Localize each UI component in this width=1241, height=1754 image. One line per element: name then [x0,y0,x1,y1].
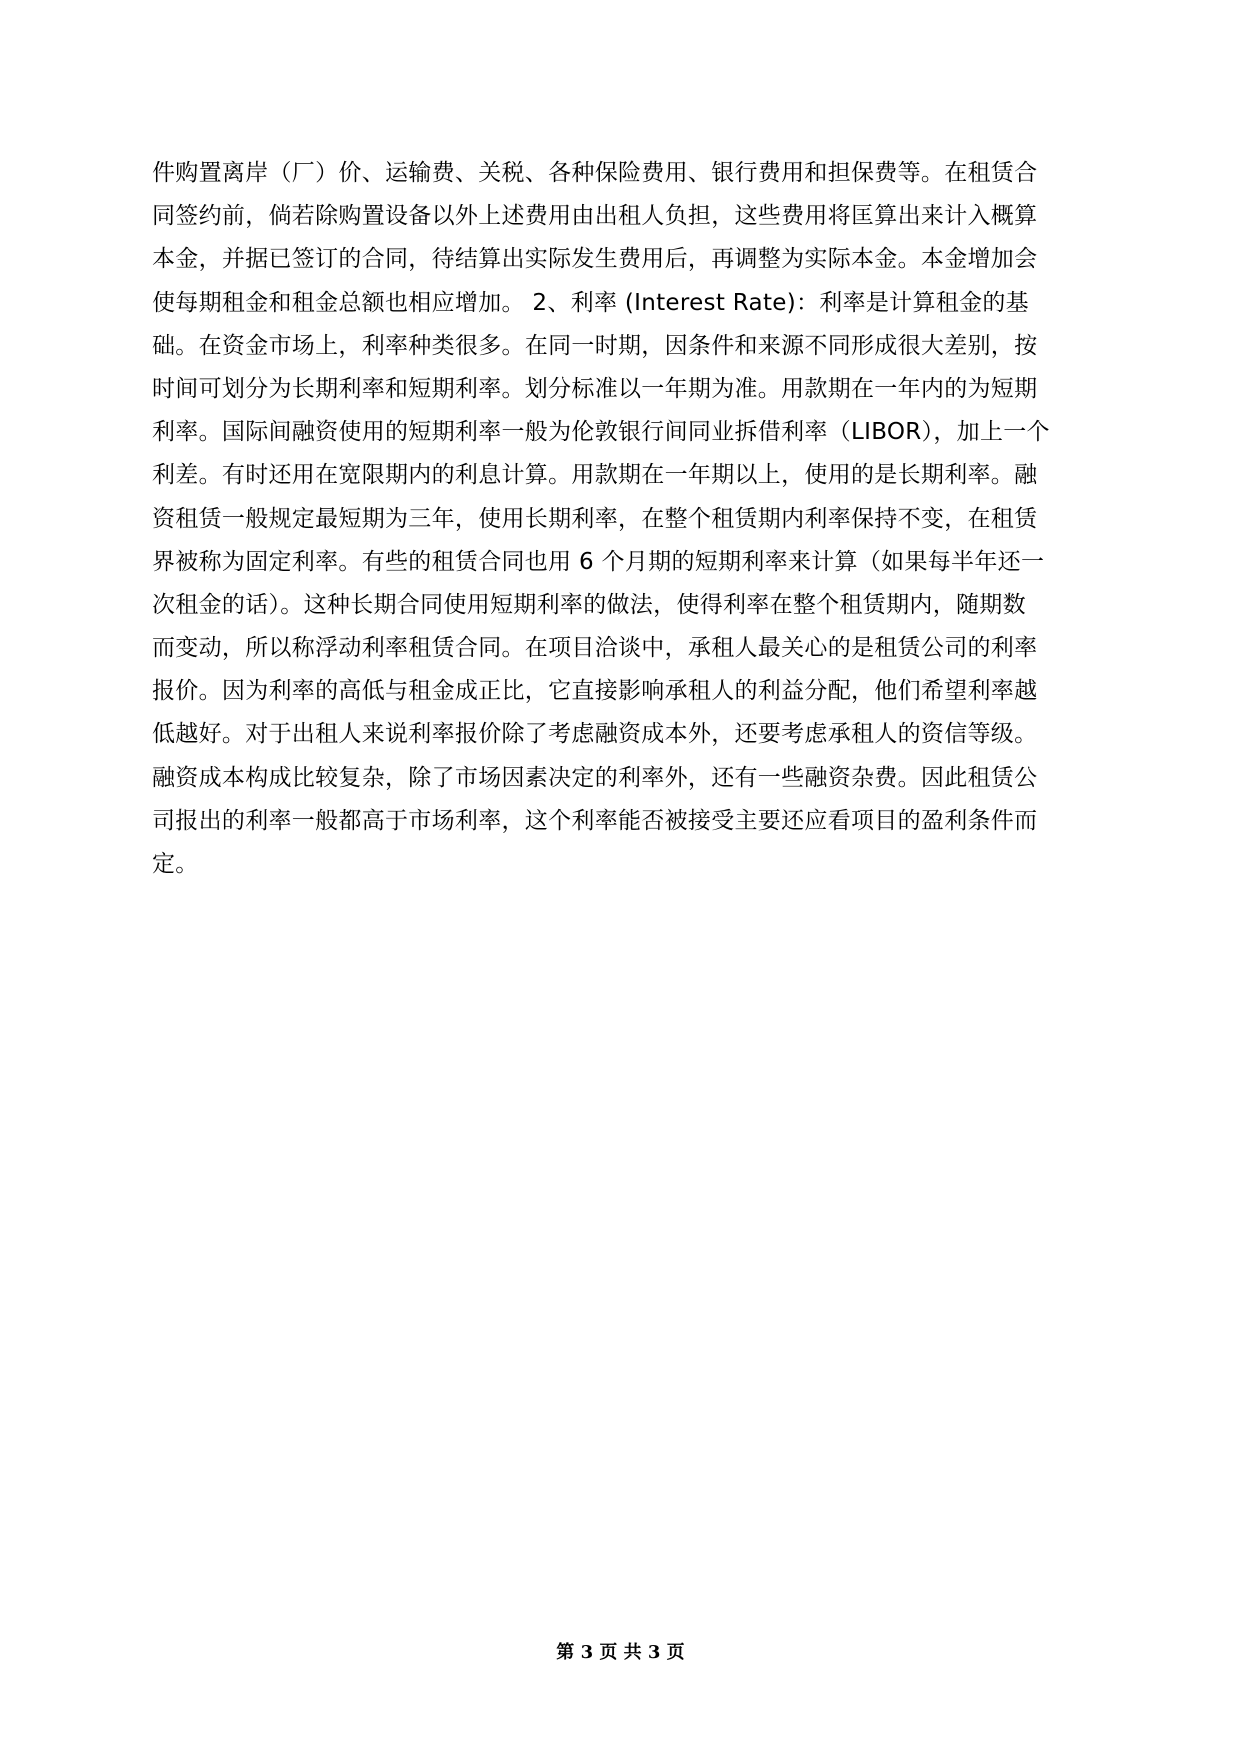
text-line: 使每期租金和租金总额也相应增加。 2、利率 (Interest Rate)：利率是计算租金的基 [152,289,1029,316]
text-line: 同签约前，倘若除购置设备以外上述费用由出租人负担，这些费用将匡算出来计入概算 [152,203,1038,230]
text-line: 低越好。对于出租人来说利率报价除了考虑融资成本外，还要考虑承租人的资信等级。 [152,721,1038,748]
text-line: 融资成本构成比较复杂，除了市场因素决定的利率外，还有一些融资杂费。因此租赁公 [152,764,1038,791]
text-line: 次租金的话）。这种长期合同使用短期利率的做法，使得利率在整个租赁期内，随期数 [152,591,1026,618]
text-line: 本金，并据已签订的合同，待结算出实际发生费用后，再调整为实际本金。本金增加会 [152,246,1038,273]
text-line: 件购置离岸（厂）价、运输费、关税、各种保险费用、银行费用和担保费等。在租赁合 [152,160,1038,186]
text-line: 利率。国际间融资使用的短期利率一般为伦敦银行间同业拆借利率（LIBOR），加上一个 [152,419,1050,446]
text-line: 础。在资金市场上，利率种类很多。在同一时期，因条件和来源不同形成很大差别，按 [152,332,1038,359]
text-line: 而变动，所以称浮动利率租赁合同。在项目洽谈中，承租人最关心的是租赁公司的利率 [152,635,1038,662]
text-line: 报价。因为利率的高低与租金成正比，它直接影响承租人的利益分配，他们希望利率越 [152,678,1038,705]
text-line: 界被称为固定利率。有些的租赁合同也用 6 个月期的短期利率来计算（如果每半年还一 [152,548,1045,575]
text-line: 时间可划分为长期利率和短期利率。划分标准以一年期为准。用款期在一年内的为短期 [152,375,1038,402]
body-paragraph [152,152,1092,886]
text-line: 利差。有时还用在宽限期内的利息计算。用款期在一年期以上，使用的是长期利率。融 [152,462,1038,489]
text-line: 定。 [152,851,199,877]
page-footer [0,1641,1241,1665]
page-number: 第 3 页 共 3 页 [556,1642,685,1663]
text-line: 司报出的利率一般都高于市场利率，这个利率能否被接受主要还应看项目的盈利条件而 [152,807,1038,834]
text-line: 资租赁一般规定最短期为三年，使用长期利率，在整个租赁期内利率保持不变，在租赁 [152,505,1038,532]
